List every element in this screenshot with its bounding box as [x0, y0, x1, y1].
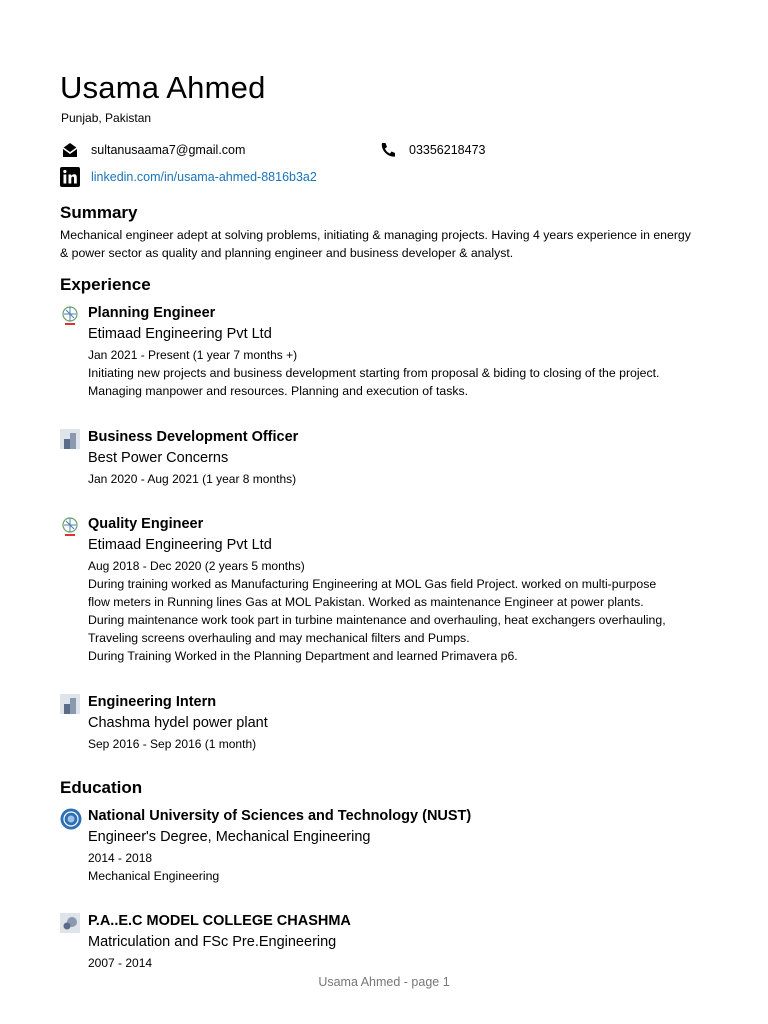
summary-heading: Summary	[60, 203, 138, 222]
summary-text: Mechanical engineer adept at solving problems, initiating & managing projects. Having 4 years experience in energy & power sector as quality and planning engineer and business developer & analyst.	[60, 228, 691, 260]
experience-heading: Experience	[60, 275, 151, 294]
job-title: Engineering Intern	[88, 694, 217, 710]
candidate-location: Punjab, Pakistan	[61, 111, 152, 125]
degree: Matriculation and FSc Pre.Engineering	[88, 934, 337, 950]
school-placeholder-logo	[60, 913, 80, 933]
phone-text[interactable]: 03356218473	[409, 143, 486, 157]
education-dates: 2014 - 2018	[88, 851, 153, 865]
linkedin-contact	[60, 167, 317, 187]
job-description: Initiating new projects and business development starting from proposal & biding to closing of the project. Managing manpower and resources. Planning and execution of tasks.	[88, 366, 660, 398]
school-name: P.A..E.C MODEL COLLEGE CHASHMA	[88, 913, 351, 929]
school-name: National University of Sciences and Technology (NUST)	[88, 808, 472, 824]
email-text[interactable]: sultanusaama7@gmail.com	[91, 143, 246, 157]
etimaad-logo	[60, 305, 80, 325]
job-description: During training worked as Manufacturing Engineering at MOL Gas field Project. worked on multi-purpose flow meters in Running lines Gas at MOL Pakistan. Worked as maintenance Engineer at power plants. During maintenance work took part in turbine maintenance and overhauling, heat exchangers overhauling, Traveling screens overhauling and may mechanical filters and Pumps.	[88, 577, 666, 645]
education-heading: Education	[60, 778, 143, 797]
candidate-name: Usama Ahmed	[60, 70, 266, 105]
job-title: Planning Engineer	[88, 305, 216, 321]
company-name: Etimaad Engineering Pvt Ltd	[88, 537, 272, 553]
page-footer: Usama Ahmed - page 1	[318, 975, 450, 989]
job-title: Quality Engineer	[88, 516, 204, 532]
etimaad-logo	[60, 516, 80, 536]
company-placeholder-logo	[60, 429, 80, 449]
company-name: Etimaad Engineering Pvt Ltd	[88, 326, 272, 342]
job-dates: Jan 2021 - Present (1 year 7 months +)	[88, 348, 298, 362]
linkedin-icon	[60, 167, 80, 187]
email-contact	[60, 140, 245, 160]
linkedin-link[interactable]: linkedin.com/in/usama-ahmed-8816b3a2	[91, 170, 317, 184]
company-name: Chashma hydel power plant	[88, 715, 268, 731]
company-name: Best Power Concerns	[88, 450, 229, 466]
nust-logo	[60, 808, 80, 828]
job-title: Business Development Officer	[88, 429, 299, 445]
job-description-extra: During Training Worked in the Planning Department and learned Primavera p6.	[88, 649, 518, 663]
field-of-study: Mechanical Engineering	[88, 869, 220, 883]
job-dates: Jan 2020 - Aug 2021 (1 year 8 months)	[88, 472, 297, 486]
phone-icon	[378, 140, 398, 160]
job-dates: Sep 2016 - Sep 2016 (1 month)	[88, 737, 257, 751]
education-dates: 2007 - 2014	[88, 956, 153, 970]
phone-contact	[378, 140, 485, 160]
degree: Engineer's Degree, Mechanical Engineering	[88, 829, 371, 845]
job-dates: Aug 2018 - Dec 2020 (2 years 5 months)	[88, 559, 305, 573]
envelope-icon	[60, 140, 80, 160]
company-placeholder-logo	[60, 694, 80, 714]
